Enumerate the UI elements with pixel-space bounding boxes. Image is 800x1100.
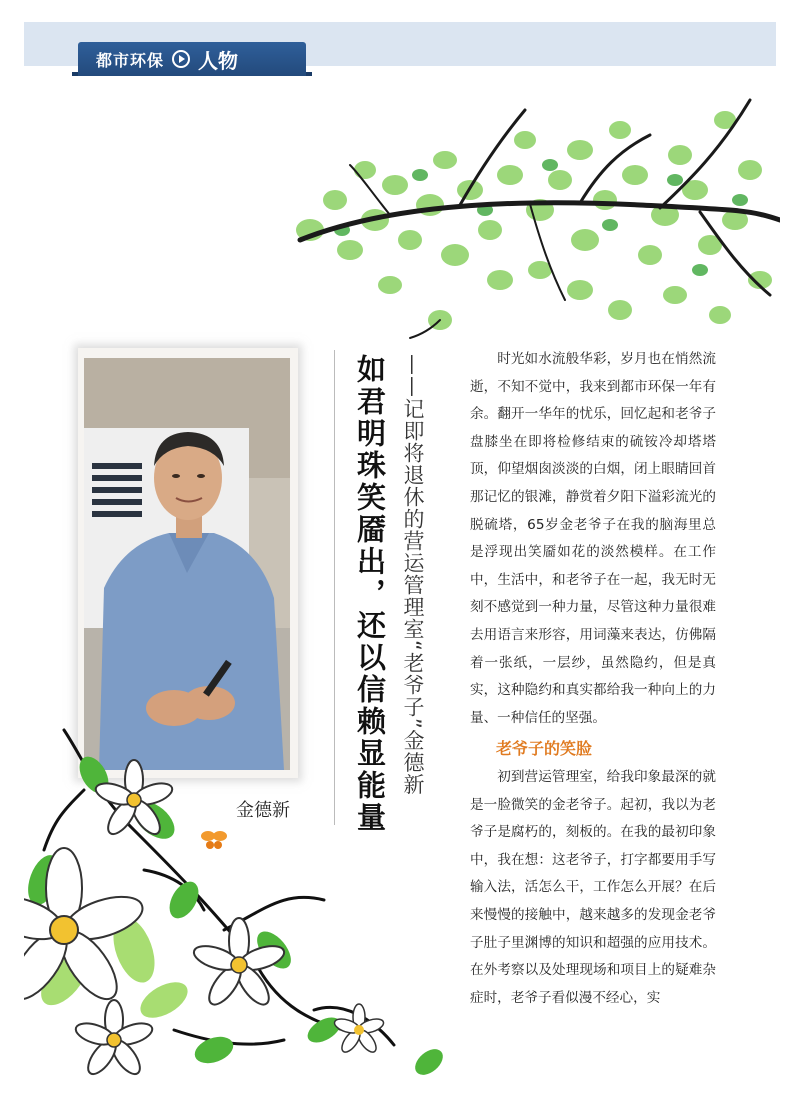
tree-branch-illustration	[280, 80, 780, 350]
headline-divider	[334, 350, 335, 825]
section-name: 人物	[198, 48, 239, 73]
body-paragraph-1: 时光如水流般华彩，岁月也在悄然流逝，不知不觉中，我来到都市环保一年有余。翻开一华年的忧乐，回忆起和老爷子盘膝坐在即将检修结束的硫铵冷却塔塔顶，仰望烟囱淡淡的白烟，闭上眼睛回首那记忆的银滩，静赏着夕阳下溢彩流光的脱硫塔，65岁金老爷子在我的脑海里总是浮现出笑靥如花的淡然模样。在工作中，生活中，和老爷子在一起，我无时无刻不感觉到一种力量，尽管这种力量很难去用语言来形容，用词藻来表达，仿佛隔着一张纸，一层纱，虽然隐约，但是真实，这种隐约和真实都给我一种向上的力量、一种信任的坚强。	[470, 351, 716, 726]
photo-caption: 金德新	[236, 800, 290, 821]
section-tab	[78, 42, 306, 76]
section-heading: 老爷子的笑脸	[496, 739, 593, 758]
subtitle: ——记即将退休的营运管理室“老爷子”金德新	[401, 354, 425, 796]
headline: 如君明珠笑靥出，还以信赖显能量	[353, 354, 387, 834]
butterfly-icon	[201, 831, 227, 849]
flower-illustration	[24, 700, 464, 1080]
play-circle-icon	[172, 50, 190, 68]
body-paragraph-2: 初到营运管理室，给我印象最深的就是一脸微笑的金老爷子。起初，我以为老爷子是腐朽的，刻板的。在我的最初印象中，我在想：这老爷子，打字都要用手写输入法，活怎么干，工作怎么开展？在后来慢慢的接触中，越来越多的发现金老爷子肚子里渊博的知识和超强的应用技术。在外考察以及处理现场和项目上的疑难杂症时，老爷子看似漫不经心，实	[470, 769, 716, 1006]
column-name: 都市环保	[96, 50, 165, 70]
